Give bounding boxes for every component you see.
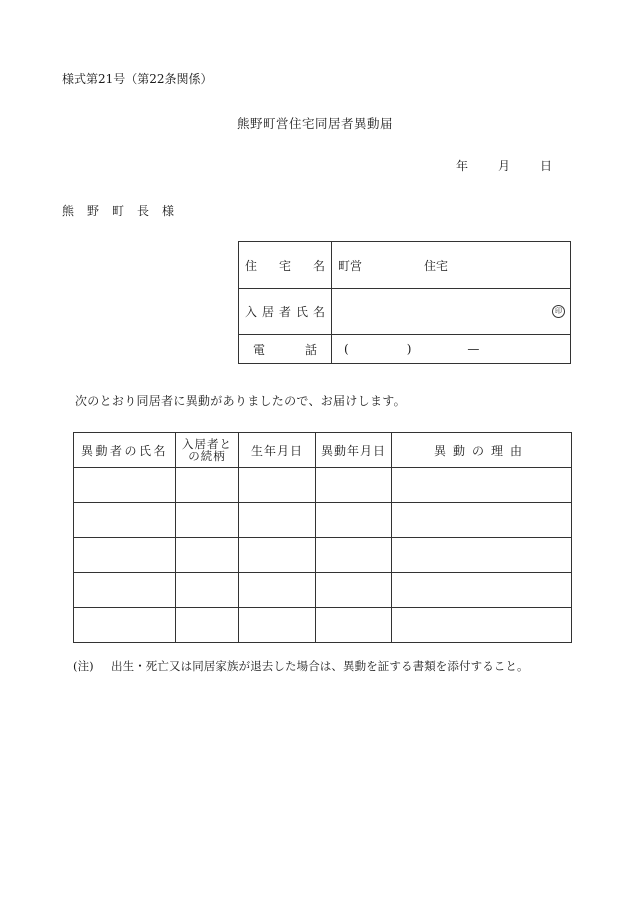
cell-change-date[interactable] bbox=[316, 538, 392, 573]
cell-change-date[interactable] bbox=[316, 468, 392, 503]
date-year-label: 年 bbox=[456, 159, 469, 173]
header-changer-name: 異動者の氏名 bbox=[74, 433, 176, 468]
footnote bbox=[73, 658, 529, 674]
table-row bbox=[74, 608, 572, 643]
housing-name-field[interactable] bbox=[332, 242, 571, 289]
change-table-header-row bbox=[74, 433, 572, 468]
cell-birth-date[interactable] bbox=[239, 468, 316, 503]
cell-relationship[interactable] bbox=[176, 468, 239, 503]
cell-relationship[interactable] bbox=[176, 608, 239, 643]
phone-label: 電話 bbox=[239, 335, 332, 364]
table-row bbox=[74, 468, 572, 503]
table-row bbox=[74, 573, 572, 608]
table-row bbox=[74, 538, 572, 573]
cell-change-date[interactable] bbox=[316, 503, 392, 538]
housing-label: 住宅名 bbox=[239, 242, 332, 289]
cell-changer-name[interactable] bbox=[74, 573, 176, 608]
header-change-date: 異動年月日 bbox=[316, 433, 392, 468]
change-table bbox=[73, 432, 572, 643]
cell-birth-date[interactable] bbox=[239, 538, 316, 573]
table-row bbox=[74, 503, 572, 538]
cell-relationship[interactable] bbox=[176, 503, 239, 538]
cell-change-reason[interactable] bbox=[392, 468, 572, 503]
document-title: 熊野町営住宅同居者異動届 bbox=[236, 116, 393, 131]
seal-icon: 印 bbox=[552, 305, 565, 318]
date-line bbox=[456, 157, 552, 174]
cell-relationship[interactable] bbox=[176, 573, 239, 608]
resident-name-field[interactable] bbox=[332, 289, 571, 335]
phone-dash: — bbox=[467, 342, 480, 356]
resident-name-label: 入居者氏名 bbox=[239, 289, 332, 335]
header-birth-date: 生年月日 bbox=[239, 433, 316, 468]
phone-row bbox=[239, 335, 571, 364]
cell-change-reason[interactable] bbox=[392, 573, 572, 608]
cell-change-date[interactable] bbox=[316, 573, 392, 608]
header-change-reason: 異動の理由 bbox=[392, 433, 572, 468]
statement-text: 次のとおり同居者に異動がありましたので、お届けします。 bbox=[75, 394, 406, 408]
cell-changer-name[interactable] bbox=[74, 538, 176, 573]
applicant-info-table bbox=[238, 241, 571, 364]
cell-changer-name[interactable] bbox=[74, 503, 176, 538]
cell-relationship[interactable] bbox=[176, 538, 239, 573]
resident-name-row bbox=[239, 289, 571, 335]
cell-birth-date[interactable] bbox=[239, 573, 316, 608]
addressee: 熊野町長様 bbox=[62, 204, 188, 218]
date-day-label: 日 bbox=[540, 159, 553, 173]
housing-prefix: 町営 bbox=[338, 258, 363, 273]
cell-birth-date[interactable] bbox=[239, 608, 316, 643]
cell-birth-date[interactable] bbox=[239, 503, 316, 538]
date-month-label: 月 bbox=[498, 159, 511, 173]
cell-change-reason[interactable] bbox=[392, 538, 572, 573]
footnote-text: 出生・死亡又は同居家族が退去した場合は、異動を証する書類を添付すること。 bbox=[111, 659, 529, 673]
phone-open-paren: ( bbox=[344, 342, 349, 356]
form-number: 様式第21号（第22条関係） bbox=[62, 72, 213, 86]
phone-field[interactable] bbox=[332, 335, 571, 364]
cell-change-date[interactable] bbox=[316, 608, 392, 643]
cell-changer-name[interactable] bbox=[74, 608, 176, 643]
housing-suffix: 住宅 bbox=[424, 258, 449, 273]
housing-row bbox=[239, 242, 571, 289]
phone-close-paren: ) bbox=[406, 342, 412, 356]
header-relationship: 入居者との続柄 bbox=[176, 433, 239, 468]
footnote-mark: (注) bbox=[73, 659, 94, 673]
cell-change-reason[interactable] bbox=[392, 608, 572, 643]
cell-changer-name[interactable] bbox=[74, 468, 176, 503]
cell-change-reason[interactable] bbox=[392, 503, 572, 538]
